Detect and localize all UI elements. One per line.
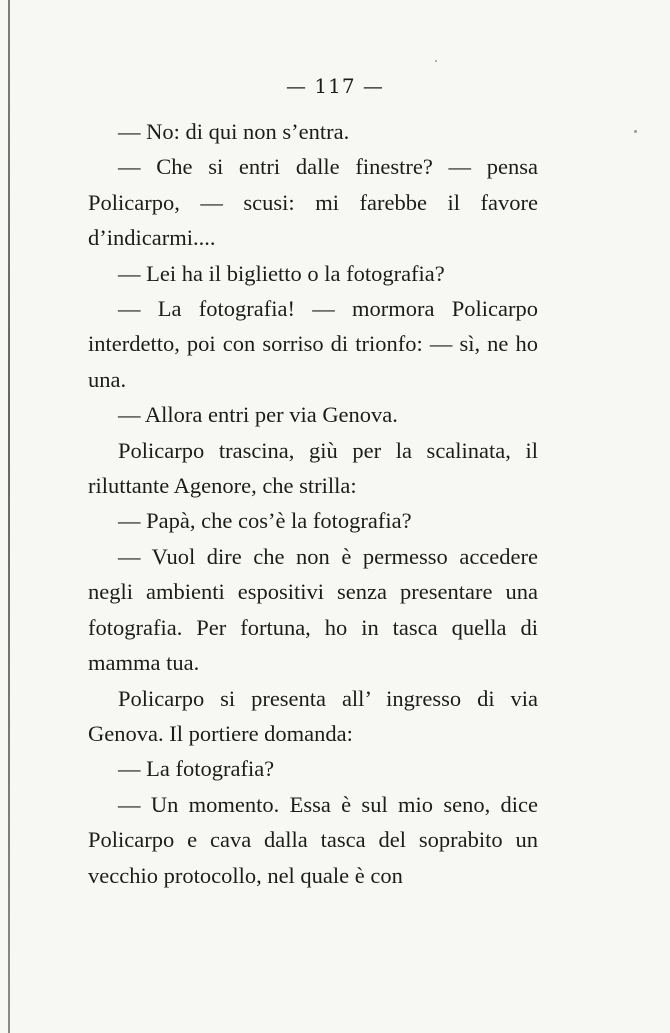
paper-speck — [634, 130, 637, 133]
paper-speck — [435, 60, 437, 62]
paragraph: — La fotografia? — [118, 756, 275, 782]
binding-edge — [8, 0, 10, 1033]
paragraph: Policarpo trascina, giù per la scalinata, il riluttante Agenore, che strilla: — [88, 437, 538, 499]
paragraph: — Che si entri dalle finestre? — pensa Policarpo, — scusi: mi farebbe il favore d’indicarmi.... — [88, 154, 538, 251]
paragraph: — No: di qui non s’entra. — [118, 119, 350, 144]
paragraph: — Lei ha il biglietto o la fotografia? — [118, 260, 445, 286]
paragraph: — Allora entri per via Genova. — [118, 402, 398, 428]
page-number: — 117 — — [286, 74, 384, 98]
paragraph: — Vuol dire che non è permesso accedere negli ambienti espositivi senza presentare una fotografia. Per fortuna, ho in tasca quella di mamma tua. — [88, 543, 538, 676]
paragraph: — Un momento. Essa è sul mio seno, dice Policarpo e cava dalla tasca del soprabito un vecchio protocollo, nel quale è con — [88, 791, 538, 888]
paragraph: — La fotografia! — mormora Policarpo interdetto, poi con sorriso di trionfo: — sì, ne ho una. — [88, 296, 538, 392]
body-text — [88, 114, 538, 893]
paragraph: Policarpo si presenta all’ ingresso di via Genova. Il portiere domanda: — [88, 685, 538, 746]
paragraph: — Papà, che cos’è la fotografia? — [118, 508, 412, 534]
